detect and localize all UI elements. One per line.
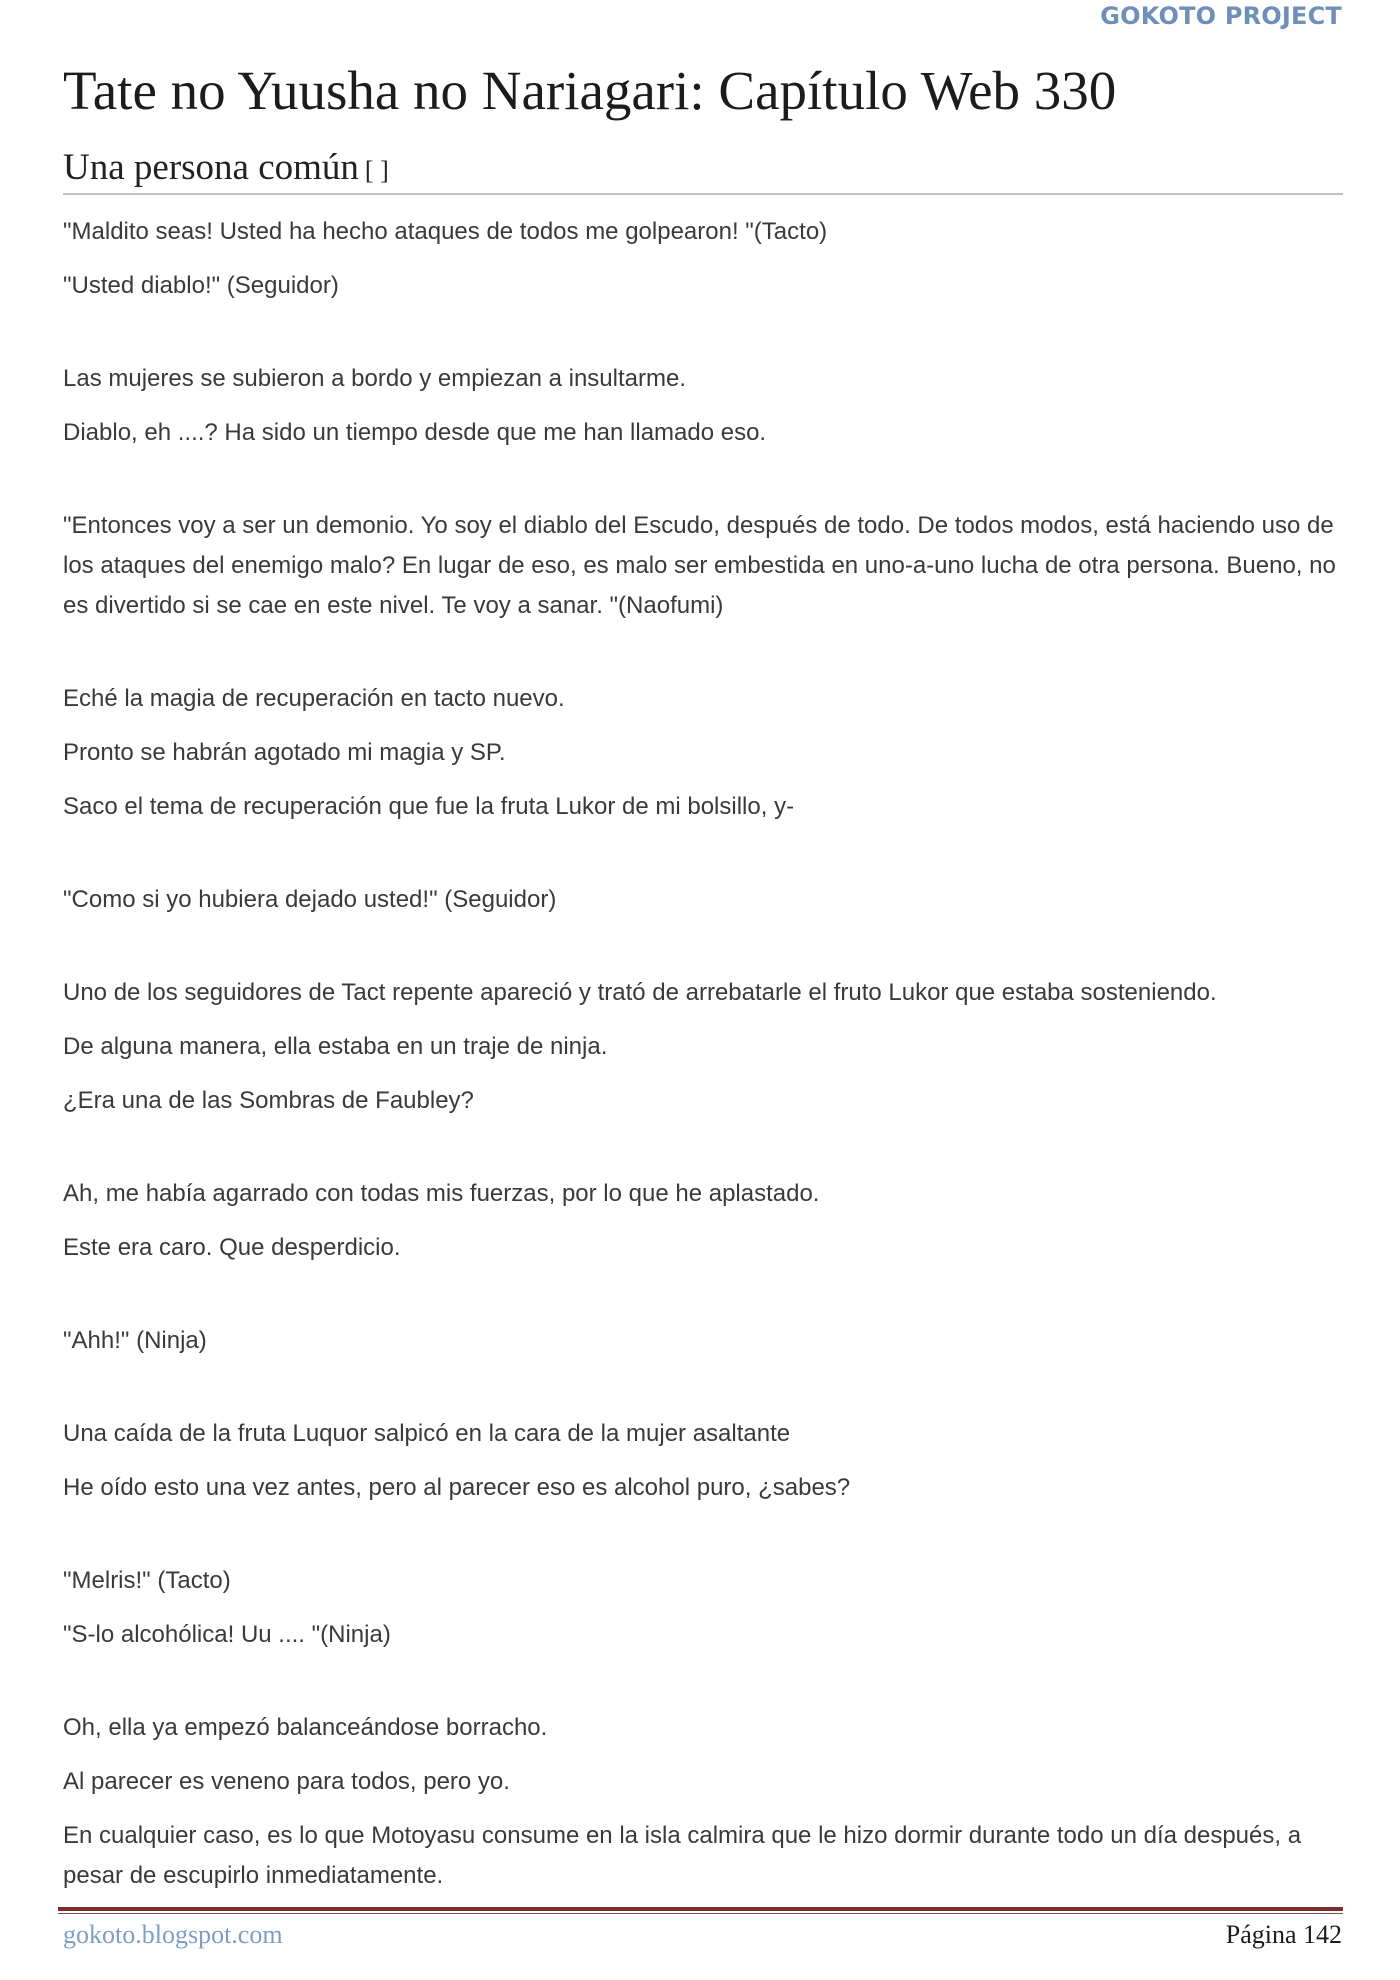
subtitle-text: Una persona común xyxy=(63,147,359,188)
footer-divider-thin xyxy=(58,1913,1343,1914)
paragraph: ¿Era una de las Sombras de Faubley? xyxy=(63,1087,474,1114)
paragraph: "Ahh!" (Ninja) xyxy=(63,1327,207,1354)
paragraph: En cualquier caso, es lo que Motoyasu consume en la isla calmira que le hizo dormir durante todo un día después, a pesar de escupirlo inmediatamente. xyxy=(63,1822,1302,1889)
body-text xyxy=(63,212,1338,1896)
subtitle-bracket: [ ] xyxy=(364,156,389,185)
paragraph: Las mujeres se subieron a bordo y empiezan a insultarme. xyxy=(63,365,686,392)
paragraph: Ah, me había agarrado con todas mis fuerzas, por lo que he aplastado. xyxy=(63,1180,820,1207)
paragraph: Saco el tema de recuperación que fue la fruta Lukor de mi bolsillo, y- xyxy=(63,793,795,820)
page-title: Tate no Yuusha no Nariagari: Capítulo Web 330 xyxy=(63,60,1117,121)
page-number: Página 142 xyxy=(1225,1920,1342,1949)
chapter-subtitle xyxy=(63,146,389,190)
paragraph: Oh, ella ya empezó balanceándose borracho. xyxy=(63,1714,548,1741)
paragraph: He oído esto una vez antes, pero al parecer eso es alcohol puro, ¿sabes? xyxy=(63,1474,851,1501)
paragraph: Al parecer es veneno para todos, pero yo. xyxy=(63,1768,510,1795)
paragraph: De alguna manera, ella estaba en un traje de ninja. xyxy=(63,1033,608,1060)
paragraph: "S-lo alcohólica! Uu .... "(Ninja) xyxy=(63,1621,391,1648)
paragraph: "Usted diablo!" (Seguidor) xyxy=(63,272,339,299)
paragraph: Eché la magia de recuperación en tacto nuevo. xyxy=(63,685,565,712)
brand-label: GOKOTO PROJECT xyxy=(1100,2,1342,30)
paragraph: Este era caro. Que desperdicio. xyxy=(63,1234,401,1261)
footer-divider xyxy=(58,1907,1343,1911)
paragraph: "Maldito seas! Usted ha hecho ataques de todos me golpearon! "(Tacto) xyxy=(63,218,828,245)
paragraph: Pronto se habrán agotado mi magia y SP. xyxy=(63,739,506,766)
paragraph: Diablo, eh ....? Ha sido un tiempo desde que me han llamado eso. xyxy=(63,419,767,446)
title-divider xyxy=(63,193,1343,195)
paragraph: Una caída de la fruta Luquor salpicó en la cara de la mujer asaltante xyxy=(63,1420,791,1447)
footer-url: gokoto.blogspot.com xyxy=(63,1920,283,1949)
paragraph: "Entonces voy a ser un demonio. Yo soy el diablo del Escudo, después de todo. De todos modos, está haciendo uso de los ataques del enemigo malo? En lugar de eso, es malo ser embestida en uno-a-uno lucha de otra persona. Bueno, no es divertido si se cae en este nivel. Te voy a sanar. "(Naofumi) xyxy=(63,512,1336,619)
paragraph: Uno de los seguidores de Tact repente apareció y trató de arrebatarle el fruto Lukor que estaba sosteniendo. xyxy=(63,979,1217,1006)
paragraph: "Como si yo hubiera dejado usted!" (Seguidor) xyxy=(63,886,557,913)
paragraph: "Melris!" (Tacto) xyxy=(63,1567,231,1594)
